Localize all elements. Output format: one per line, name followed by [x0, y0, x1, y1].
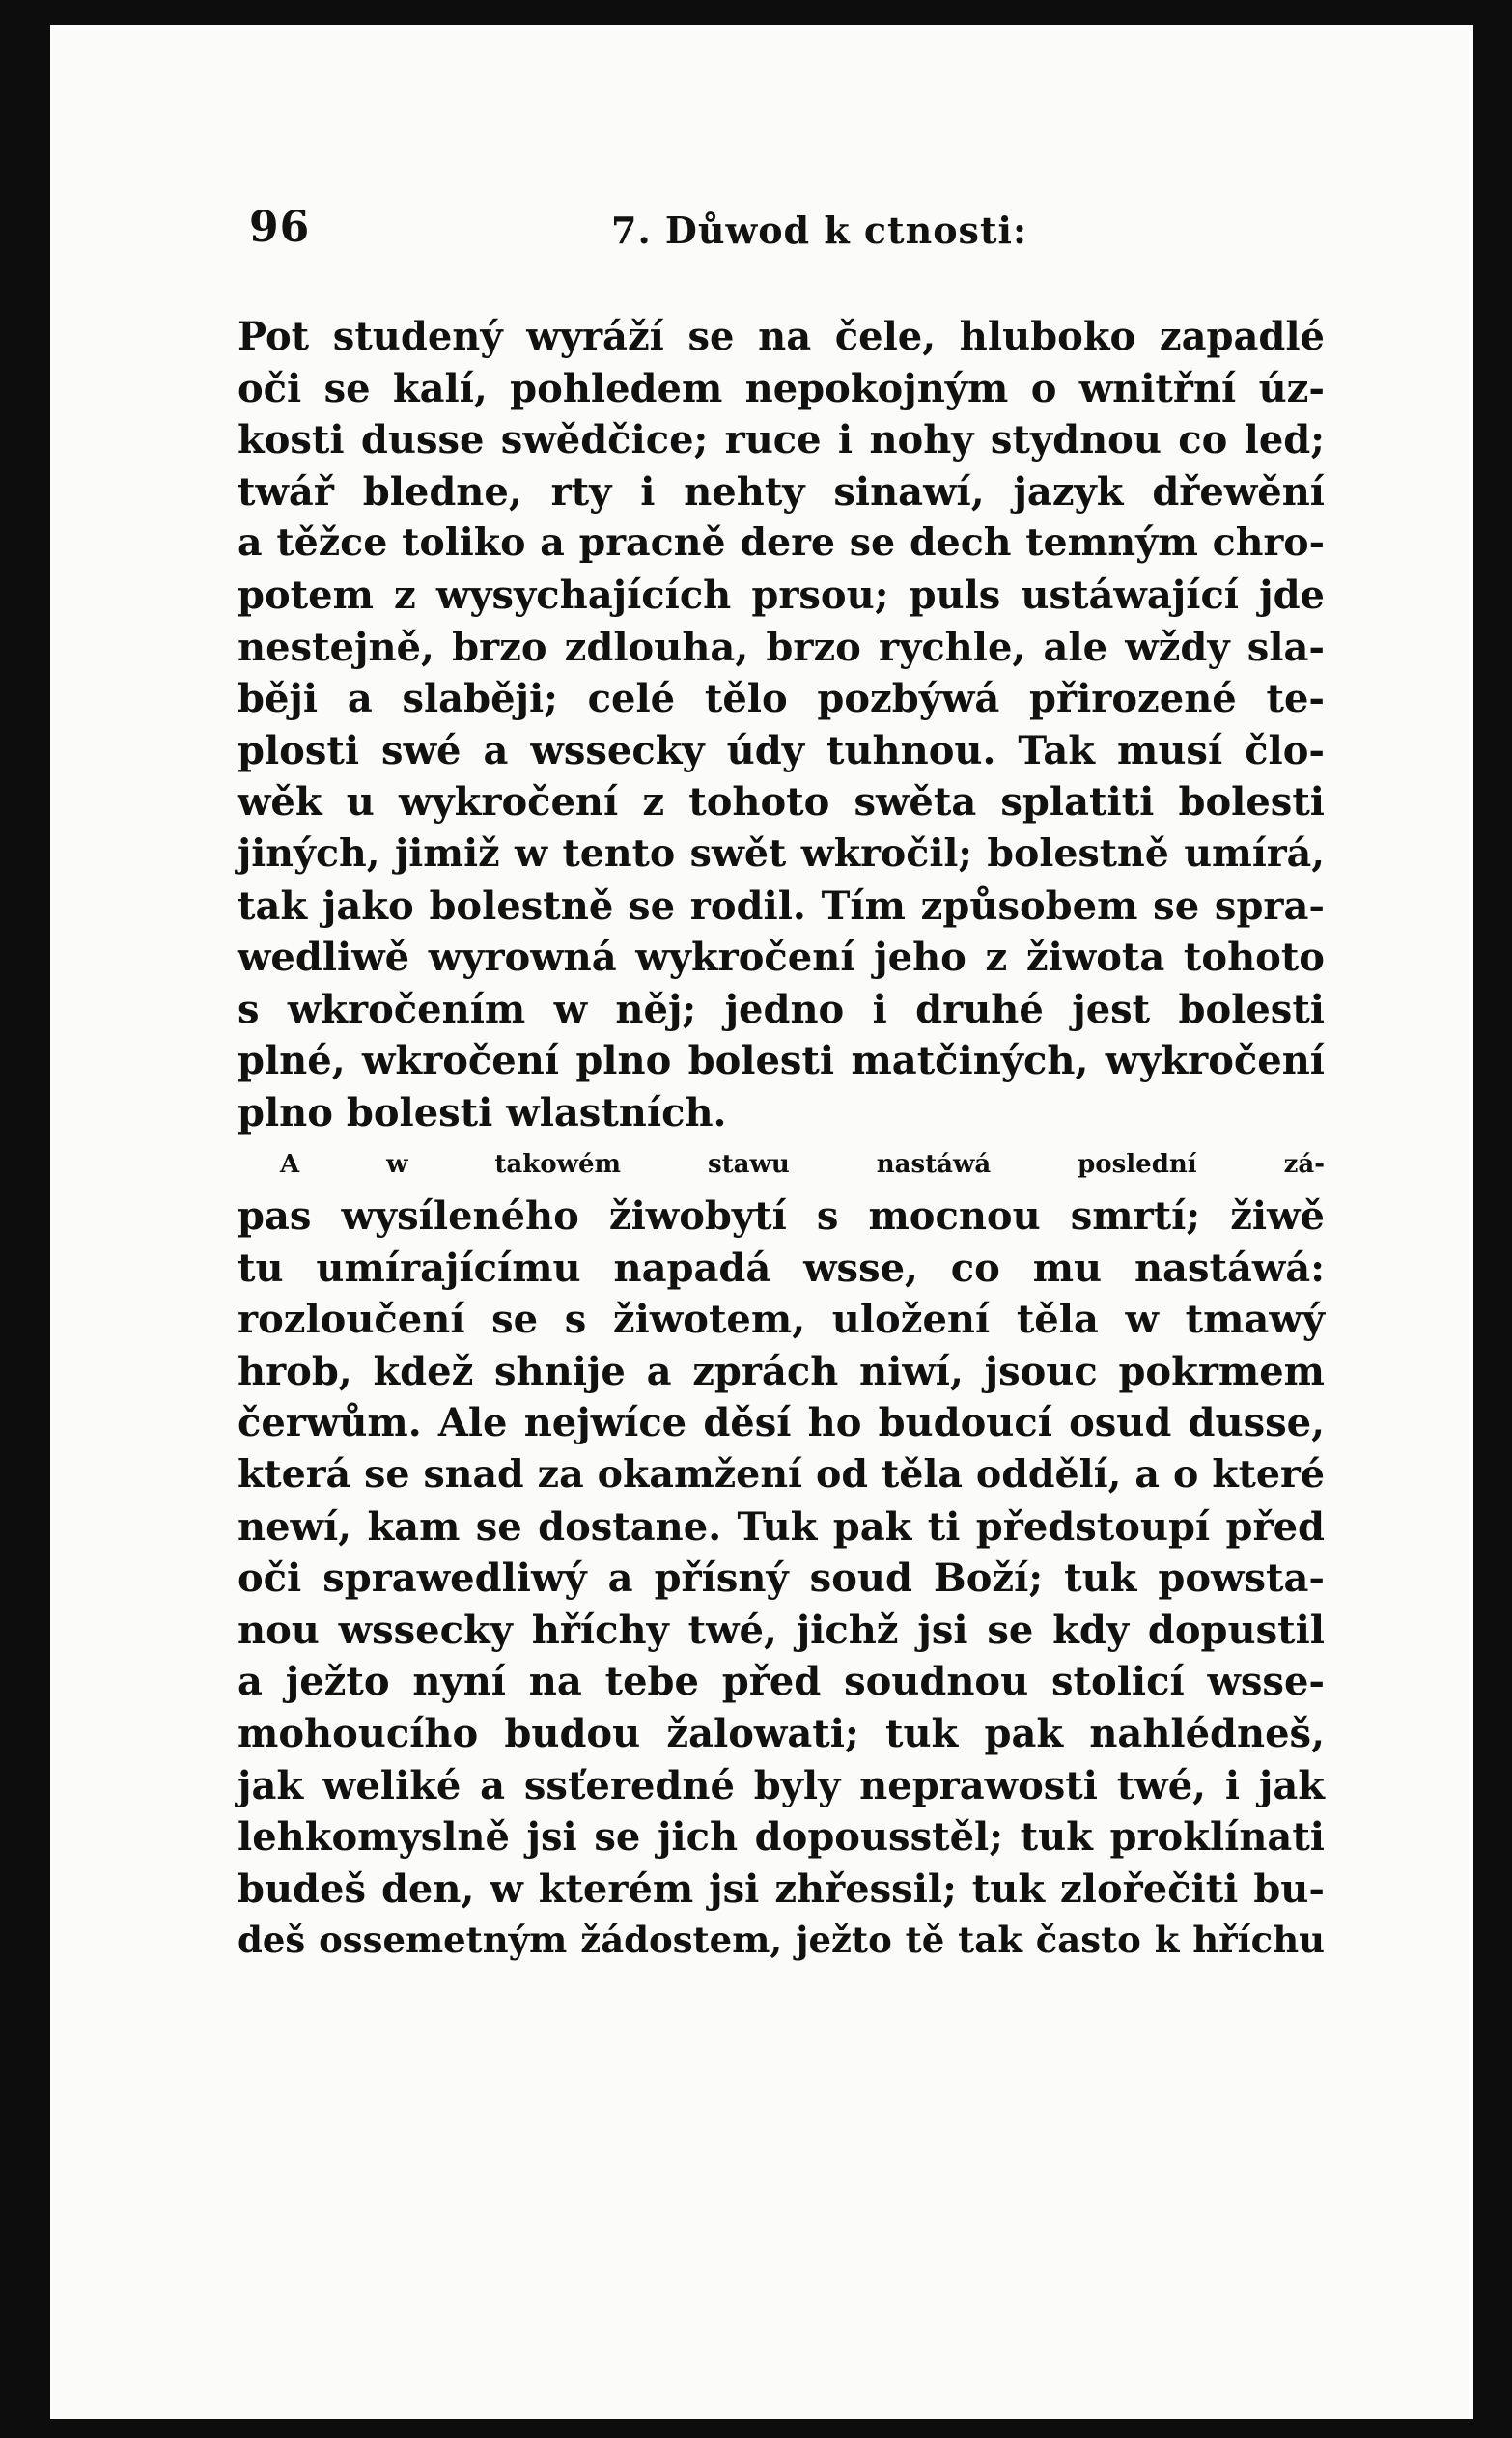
- text-line: newí, kam se dostane. Tuk pak ti předstoupí před: [238, 1503, 1325, 1550]
- text-line: a ježto nyní na tebe před soudnou stolicí wsse-: [238, 1659, 1325, 1705]
- text-line: tak jako bolestně se rodil. Tím způsobem se spra-: [238, 883, 1325, 929]
- text-line: wěk u wykročení z tohoto swěta splatiti bolesti: [238, 779, 1325, 826]
- body-text: [238, 311, 1325, 1967]
- scan-border-bottom: [0, 2419, 1512, 2438]
- text-line: mohoucího budou žalowati; tuk pak nahlédneš,: [238, 1711, 1325, 1757]
- text-line: tu umírajícímu napadá wsse, co mu nastáwá:: [238, 1245, 1325, 1291]
- text-line: oči se kalí, pohledem nepokojným o wnitřní úz-: [238, 365, 1325, 411]
- scan-border-left: [0, 0, 50, 2438]
- text-line: nestejně, brzo zdlouha, brzo rychle, ale wždy sla-: [238, 624, 1325, 670]
- text-line: čerwům. Ale nejwíce děsí ho budoucí osud dusse,: [238, 1400, 1325, 1446]
- text-line: twář bledne, rty i nehty sinawí, jazyk dřewění: [238, 468, 1325, 515]
- text-line: A w takowém stawu nastáwá poslední zá-: [280, 1149, 1325, 1179]
- text-line: plno bolesti wlastních.: [238, 1089, 727, 1135]
- text-line: s wkročením w něj; jedno i druhé jest bolesti: [238, 986, 1325, 1032]
- text-line: plosti swé a wssecky údy tuhnou. Tak musí člo-: [238, 727, 1325, 773]
- text-line: hrob, kdež shnije a zprách niwí, jsouc pokrmem: [238, 1348, 1325, 1394]
- text-line: nou wssecky hříchy twé, jichž jsi se kdy dopustil: [238, 1607, 1325, 1653]
- page-header: [249, 203, 1330, 261]
- text-line: a těžce toliko a pracně dere se dech temným chro-: [238, 520, 1325, 566]
- running-head: 7. Důwod k ctnosti:: [611, 209, 1027, 252]
- text-line: deš ossemetným žádostem, ježto tě tak často k hříchu: [238, 1919, 1325, 1962]
- scan-border-top: [0, 0, 1512, 25]
- text-line: která se snad za okamžení od těla oddělí, a o které: [238, 1452, 1325, 1498]
- text-line: rozloučení se s žiwotem, uložení těla w tmawý: [238, 1297, 1325, 1343]
- text-line: jiných, jimiž w tento swět wkročil; bolestně umírá,: [238, 830, 1325, 876]
- text-line: plné, wkročení plno bolesti matčiných, wykročení: [238, 1038, 1325, 1084]
- text-line: pas wysíleného žiwobytí s mocnou smrtí; žiwě: [238, 1193, 1325, 1240]
- text-line: jak weliké a ssťeredné byly neprawosti twé, i jak: [238, 1762, 1325, 1808]
- text-line: lehkomyslně jsi se jich dopousstěl; tuk proklínati: [238, 1814, 1325, 1861]
- text-line: běji a slaběji; celé tělo pozbýwá přirozené te-: [238, 676, 1325, 722]
- text-line: budeš den, w kterém jsi zhřessil; tuk zlořečiti bu-: [238, 1865, 1325, 1912]
- text-line: oči sprawedliwý a přísný soud Boží; tuk powsta-: [238, 1555, 1325, 1602]
- page-number: 96: [249, 203, 311, 252]
- text-line: potem z wysychajících prsou; puls ustáwající jde: [238, 572, 1325, 618]
- text-line: kosti dusse swědčice; ruce i nohy stydnou co led;: [238, 417, 1325, 463]
- text-line: Pot studený wyráží se na čele, hluboko zapadlé: [238, 314, 1325, 359]
- text-line: wedliwě wyrowná wykročení jeho z žiwota tohoto: [238, 935, 1325, 981]
- scan-border-right: [1473, 0, 1512, 2438]
